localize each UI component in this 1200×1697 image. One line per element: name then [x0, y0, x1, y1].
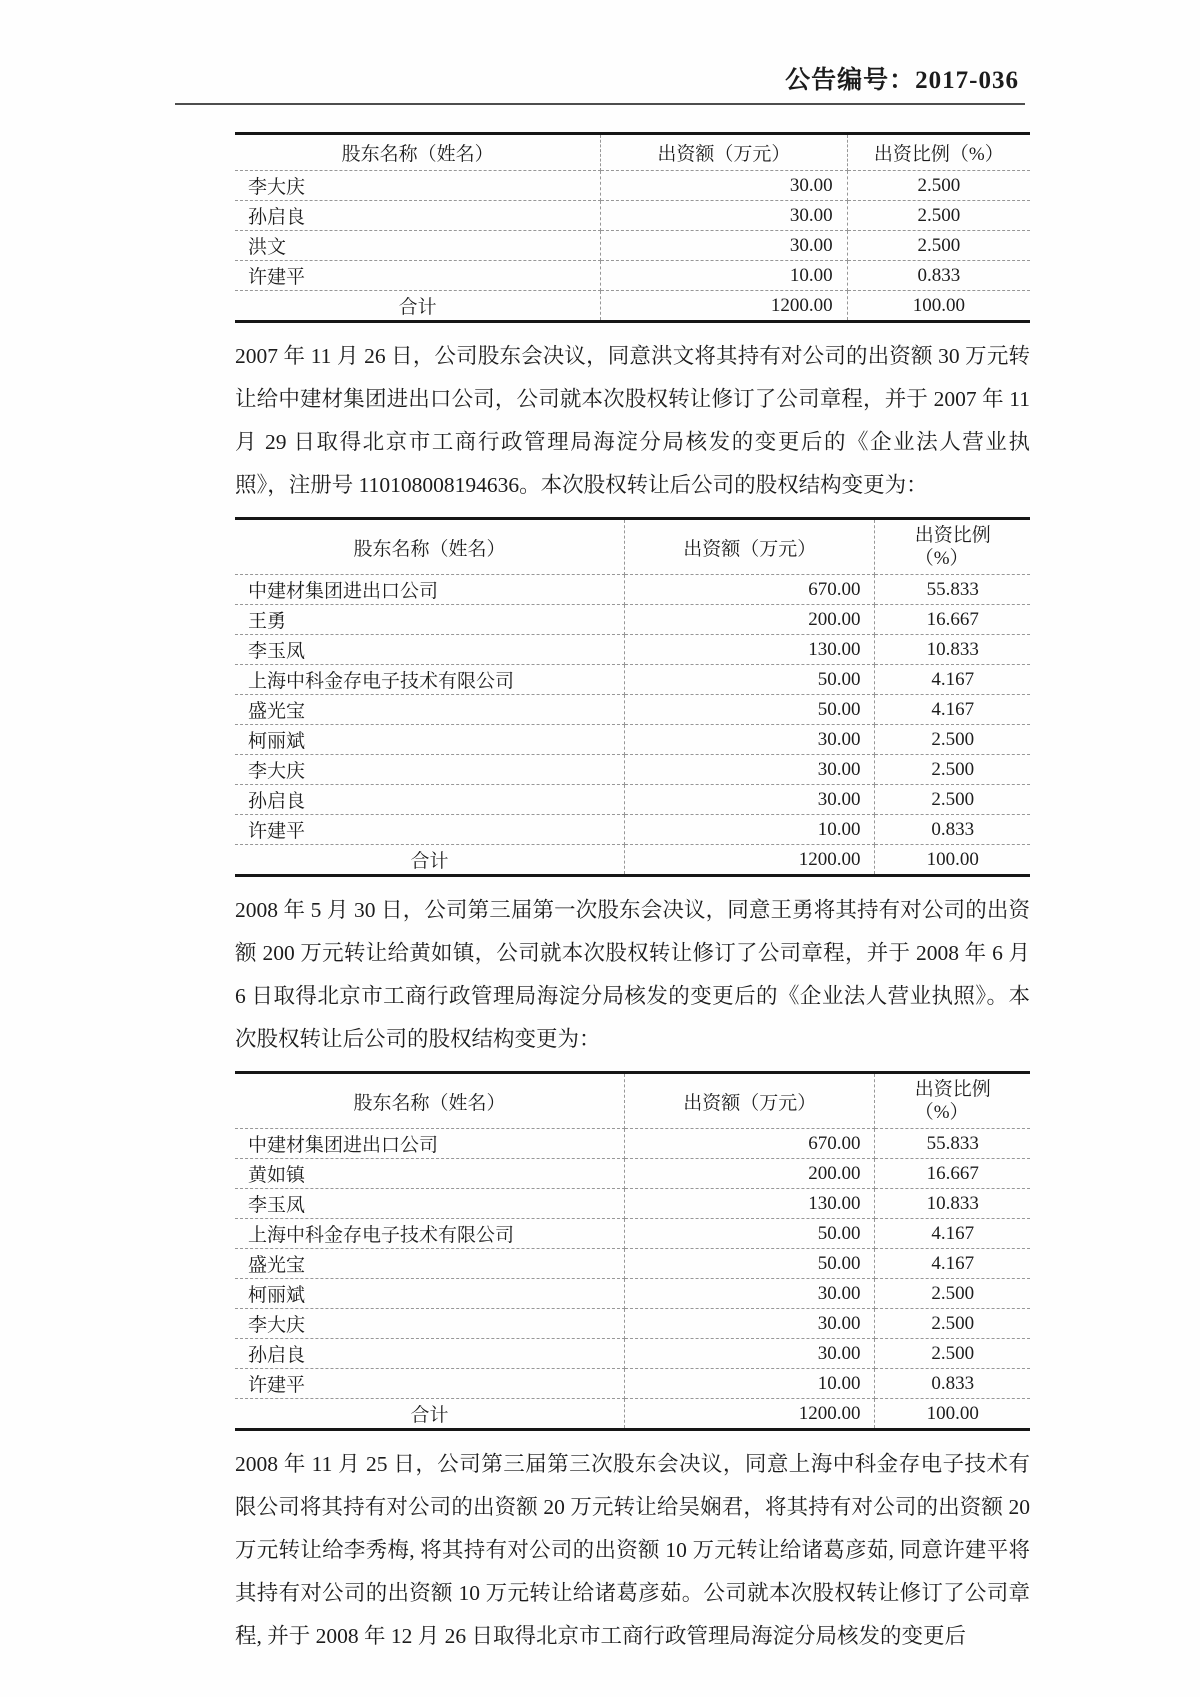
contribution-ratio-cell: 10.833 [875, 1189, 1030, 1219]
contribution-ratio-cell: 2.500 [847, 231, 1030, 261]
shareholder-name-cell: 中建材集团进出口公司 [235, 575, 625, 605]
contribution-amount-cell: 200.00 [625, 1159, 875, 1189]
table-row [235, 575, 1030, 605]
shareholder-name-cell: 李玉凤 [235, 1189, 625, 1219]
table-row [235, 171, 1030, 201]
table-header-row [235, 1073, 1030, 1129]
shareholder-name-cell: 中建材集团进出口公司 [235, 1129, 625, 1159]
table-row [235, 231, 1030, 261]
contribution-ratio-cell: 55.833 [875, 575, 1030, 605]
shareholder-name-cell: 盛光宝 [235, 1249, 625, 1279]
table-header-row [235, 134, 1030, 171]
shareholder-name-cell: 盛光宝 [235, 695, 625, 725]
contribution-ratio-cell: 10.833 [875, 635, 1030, 665]
contribution-amount-cell: 30.00 [625, 785, 875, 815]
col-header-contribution-ratio [875, 519, 1030, 575]
contribution-amount-cell: 50.00 [625, 695, 875, 725]
shareholder-name-cell: 王勇 [235, 605, 625, 635]
contribution-amount-cell: 30.00 [601, 231, 847, 261]
shareholder-name-cell: 李玉凤 [235, 635, 625, 665]
col-header-shareholder-name: 股东名称（姓名） [235, 134, 601, 171]
shareholder-name-cell: 李大庆 [235, 755, 625, 785]
table-row [235, 665, 1030, 695]
shareholder-name-cell: 许建平 [235, 1369, 625, 1399]
contribution-amount-cell: 10.00 [601, 261, 847, 291]
contribution-amount-cell: 130.00 [625, 635, 875, 665]
shareholder-name-cell: 孙启良 [235, 1339, 625, 1369]
contribution-amount-cell: 670.00 [625, 1129, 875, 1159]
total-row [235, 845, 1030, 876]
shareholder-name-cell: 上海中科金存电子技术有限公司 [235, 1219, 625, 1249]
paragraph-2008-11-transfer: 2008 年 11 月 25 日，公司第三届第三次股东会决议，同意上海中科金存电子技术有限公司将其持有对公司的出资额 20 万元转让给吴娴君，将其持有对公司的出资额 20 万元转让给李秀梅, 将其持有对公司的出资额 10 万元转让给诸葛彦茹, 同意许建平将其持有对公司的出资额 10 万元转让给诸葛彦茹。公司就本次股权转让修订了公司章程, 并于 2008 年 12 月 26 日取得北京市工商行政管理局海淀分局核发的变更后 [235, 1452, 1030, 1648]
table-row [235, 261, 1030, 291]
contribution-amount-cell: 30.00 [625, 725, 875, 755]
table-row [235, 1279, 1030, 1309]
contribution-ratio-cell: 16.667 [875, 1159, 1030, 1189]
contribution-amount-cell: 30.00 [601, 171, 847, 201]
shareholder-name-cell: 柯丽斌 [235, 1279, 625, 1309]
col-header-contribution-amount: 出资额（万元） [625, 519, 875, 575]
contribution-amount-cell: 30.00 [601, 201, 847, 231]
shareholder-name-cell: 柯丽斌 [235, 725, 625, 755]
contribution-amount-cell: 30.00 [625, 1309, 875, 1339]
contribution-ratio-cell: 2.500 [875, 755, 1030, 785]
table-row [235, 1309, 1030, 1339]
total-label-cell: 合计 [235, 291, 601, 322]
table-3-wrapper [235, 1071, 1030, 1431]
contribution-amount-cell: 10.00 [625, 1369, 875, 1399]
total-label-cell: 合计 [235, 1399, 625, 1430]
table-row [235, 695, 1030, 725]
shareholder-table-1 [235, 132, 1030, 323]
contribution-ratio-cell: 4.167 [875, 1249, 1030, 1279]
table-row [235, 755, 1030, 785]
table-header-row [235, 519, 1030, 575]
contribution-ratio-cell: 0.833 [875, 1369, 1030, 1399]
shareholder-name-cell: 黄如镇 [235, 1159, 625, 1189]
shareholder-table-2 [235, 517, 1030, 877]
shareholder-name-cell: 李大庆 [235, 171, 601, 201]
ratio-header-line2: （%） [914, 548, 969, 569]
contribution-ratio-cell: 2.500 [875, 1279, 1030, 1309]
contribution-ratio-cell: 55.833 [875, 1129, 1030, 1159]
table-row [235, 1219, 1030, 1249]
contribution-ratio-cell: 0.833 [875, 815, 1030, 845]
col-header-shareholder-name: 股东名称（姓名） [235, 1073, 625, 1129]
announcement-number: 公告编号：2017-036 [175, 60, 1025, 105]
col-header-shareholder-name: 股东名称（姓名） [235, 519, 625, 575]
col-header-contribution-ratio [875, 1073, 1030, 1129]
contribution-ratio-cell: 16.667 [875, 605, 1030, 635]
shareholder-name-cell: 洪文 [235, 231, 601, 261]
total-ratio-cell: 100.00 [926, 1402, 979, 1424]
shareholder-name-cell: 孙启良 [235, 201, 601, 231]
table-2-wrapper [235, 517, 1030, 877]
total-amount-cell: 1200.00 [625, 1399, 875, 1430]
contribution-ratio-cell: 4.167 [875, 665, 1030, 695]
contribution-amount-cell: 30.00 [625, 755, 875, 785]
contribution-amount-cell: 10.00 [625, 815, 875, 845]
total-ratio-cell: 100.00 [926, 848, 979, 870]
table-row [235, 725, 1030, 755]
col-header-contribution-amount: 出资额（万元） [601, 134, 847, 171]
ratio-header-line2: （%） [914, 1102, 969, 1123]
ratio-header-two-line [915, 1078, 991, 1124]
total-row [235, 1399, 1030, 1430]
total-row [235, 291, 1030, 322]
shareholder-name-cell: 许建平 [235, 261, 601, 291]
contribution-ratio-cell: 2.500 [847, 171, 1030, 201]
col-header-contribution-ratio: 出资比例（%） [847, 134, 1030, 171]
table-row [235, 1369, 1030, 1399]
shareholder-name-cell: 孙启良 [235, 785, 625, 815]
paragraph-2007-transfer: 2007 年 11 月 26 日，公司股东会决议，同意洪文将其持有对公司的出资额 30 万元转让给中建材集团进出口公司，公司就本次股权转让修订了公司章程，并于 2007 年 11 月 29 日取得北京市工商行政管理局海淀分局核发的变更后的《企业法人营业执照》，注册号 110108008194636。本次股权转让后公司的股权结构变更为： [235, 344, 1030, 497]
contribution-amount-cell: 200.00 [625, 605, 875, 635]
total-amount-cell: 1200.00 [601, 291, 847, 322]
contribution-ratio-cell: 4.167 [875, 1219, 1030, 1249]
table-row [235, 635, 1030, 665]
paragraph-2008-05-transfer: 2008 年 5 月 30 日，公司第三届第一次股东会决议，同意王勇将其持有对公司的出资额 200 万元转让给黄如镇，公司就本次股权转让修订了公司章程，并于 2008 年 6 月 6 日取得北京市工商行政管理局海淀分局核发的变更后的《企业法人营业执照》。本次股权转让后公司的股权结构变更为： [235, 898, 1030, 1051]
shareholder-name-cell: 李大庆 [235, 1309, 625, 1339]
contribution-ratio-cell: 2.500 [847, 201, 1030, 231]
contribution-amount-cell: 50.00 [625, 665, 875, 695]
total-label-cell: 合计 [235, 845, 625, 876]
contribution-ratio-cell: 4.167 [875, 695, 1030, 725]
ratio-header-line1: 出资比例 [914, 525, 991, 546]
contribution-amount-cell: 130.00 [625, 1189, 875, 1219]
contribution-ratio-cell: 2.500 [875, 1309, 1030, 1339]
col-header-contribution-amount: 出资额（万元） [625, 1073, 875, 1129]
shareholder-table-3 [235, 1071, 1030, 1431]
ratio-header-line1: 出资比例 [914, 1079, 991, 1100]
table-row [235, 1189, 1030, 1219]
table-row [235, 785, 1030, 815]
contribution-amount-cell: 670.00 [625, 575, 875, 605]
table-row [235, 605, 1030, 635]
contribution-amount-cell: 30.00 [625, 1339, 875, 1369]
total-ratio-cell: 100.00 [912, 294, 965, 316]
contribution-ratio-cell: 2.500 [875, 1339, 1030, 1369]
shareholder-name-cell: 许建平 [235, 815, 625, 845]
shareholder-name-cell: 上海中科金存电子技术有限公司 [235, 665, 625, 695]
table-row [235, 1249, 1030, 1279]
contribution-ratio-cell: 2.500 [875, 785, 1030, 815]
contribution-amount-cell: 30.00 [625, 1279, 875, 1309]
table-row [235, 815, 1030, 845]
ratio-header-two-line [915, 524, 991, 570]
table-row [235, 1339, 1030, 1369]
contribution-ratio-cell: 0.833 [847, 261, 1030, 291]
contribution-amount-cell: 50.00 [625, 1219, 875, 1249]
table-row [235, 1159, 1030, 1189]
total-amount-cell: 1200.00 [625, 845, 875, 876]
contribution-amount-cell: 50.00 [625, 1249, 875, 1279]
document-content [235, 132, 1030, 1667]
table-row [235, 1129, 1030, 1159]
contribution-ratio-cell: 2.500 [875, 725, 1030, 755]
table-row [235, 201, 1030, 231]
